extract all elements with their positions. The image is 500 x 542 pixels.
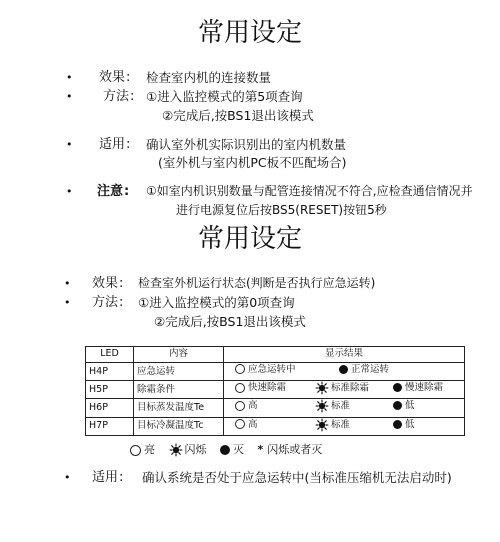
bullet-dot-icon: • <box>64 296 71 309</box>
status-text: 快速除霜 <box>248 382 287 394</box>
section2-title: 常用设定 <box>197 224 302 254</box>
led-status-table <box>85 346 465 436</box>
filled-circle-icon <box>393 420 402 429</box>
bullet-dot-icon: • <box>66 71 73 84</box>
header-result: 显示结果 <box>224 347 465 363</box>
status-text: 标准 <box>331 400 351 412</box>
legend-off: 灭 <box>233 443 244 456</box>
circle-outline-icon <box>235 383 245 393</box>
led-content: 除霜条件 <box>134 381 224 399</box>
status-text: 正常运转 <box>351 363 390 375</box>
status-text: 高 <box>248 418 258 430</box>
legend-on: 亮 <box>144 443 155 456</box>
method-step-1: ①进入监控模式的第5项查询 <box>146 89 303 104</box>
method-label: 方法: <box>103 89 135 104</box>
status-text: 慢速除霜 <box>405 382 444 394</box>
burst-icon <box>169 443 183 457</box>
burst-icon <box>315 399 329 413</box>
circle-outline-icon <box>235 364 245 374</box>
note-text-2: 进行电源复位后按BS5(RESET)按钮5秒 <box>176 203 387 217</box>
status-text: 应急运转中 <box>248 363 296 375</box>
table-row <box>86 381 465 399</box>
apply-label-2: 适用: <box>92 470 124 485</box>
method-label-2: 方法: <box>92 295 124 310</box>
asterisk-icon: * <box>257 443 264 456</box>
table-row <box>86 362 465 380</box>
led-content: 目标蒸发温度Te <box>134 399 224 417</box>
bullet-dot-icon: • <box>66 138 73 151</box>
legend-either: 闪烁或者灭 <box>267 443 323 456</box>
circle-outline-icon <box>130 445 141 456</box>
burst-icon <box>315 381 329 395</box>
table-row <box>86 399 465 417</box>
status-text: 标准 <box>331 419 351 431</box>
effect-text-2: 检查室外机运行状态(判断是否执行应急运转) <box>138 276 376 290</box>
bullet-dot-icon: • <box>66 185 73 198</box>
filled-circle-icon <box>393 383 402 392</box>
bullet-dot-icon: • <box>64 277 71 290</box>
note-label: 注意: <box>97 184 130 199</box>
method2-step-1: ①进入监控模式的第0项查询 <box>138 295 295 310</box>
led-code: H6P <box>86 399 134 417</box>
filled-circle-icon <box>393 401 402 410</box>
apply-text-1: 确认室外机实际识别出的室内机数量 <box>146 137 347 152</box>
apply-label: 适用: <box>99 137 131 152</box>
led-code: H4P <box>86 362 134 380</box>
bullet-dot-icon: • <box>66 90 73 103</box>
status-text: 低 <box>405 400 415 412</box>
status-text: 标准除霜 <box>331 382 370 394</box>
circle-outline-icon <box>235 401 245 411</box>
effect-label: 效果: <box>99 70 131 85</box>
circle-outline-icon <box>235 419 245 429</box>
led-content: 目标冷凝温度Tc <box>134 417 224 435</box>
method-step-2: ②完成后,按BS1退出该模式 <box>162 108 314 123</box>
section1-title: 常用设定 <box>197 18 302 48</box>
led-content: 应急运转 <box>134 362 224 380</box>
status-text: 低 <box>405 418 415 430</box>
filled-circle-icon <box>220 445 230 455</box>
table-row <box>86 417 465 435</box>
method2-step-2: ②完成后,按BS1退出该模式 <box>154 314 306 329</box>
note-text-1: ①如室内机识别数量与配管连接情况不符合,应检查通信情况并 <box>146 184 473 198</box>
burst-icon <box>315 418 329 432</box>
status-text: 高 <box>248 400 258 412</box>
effect-text: 检查室内机的连接数量 <box>146 70 272 85</box>
header-led: LED <box>86 347 134 363</box>
filled-circle-icon <box>339 365 348 374</box>
effect-label-2: 效果: <box>92 276 124 291</box>
apply-text-2: (室外机与室内机PC板不匹配场合) <box>158 155 347 170</box>
led-code: H5P <box>86 381 134 399</box>
apply-text-section2: 确认系统是否处于应急运转中(当标准压缩机无法启动时) <box>142 470 452 485</box>
led-code: H7P <box>86 417 134 435</box>
bullet-dot-icon: • <box>64 471 71 484</box>
legend <box>130 441 332 459</box>
legend-blink: 闪烁 <box>184 443 207 456</box>
header-content: 内容 <box>134 347 224 363</box>
